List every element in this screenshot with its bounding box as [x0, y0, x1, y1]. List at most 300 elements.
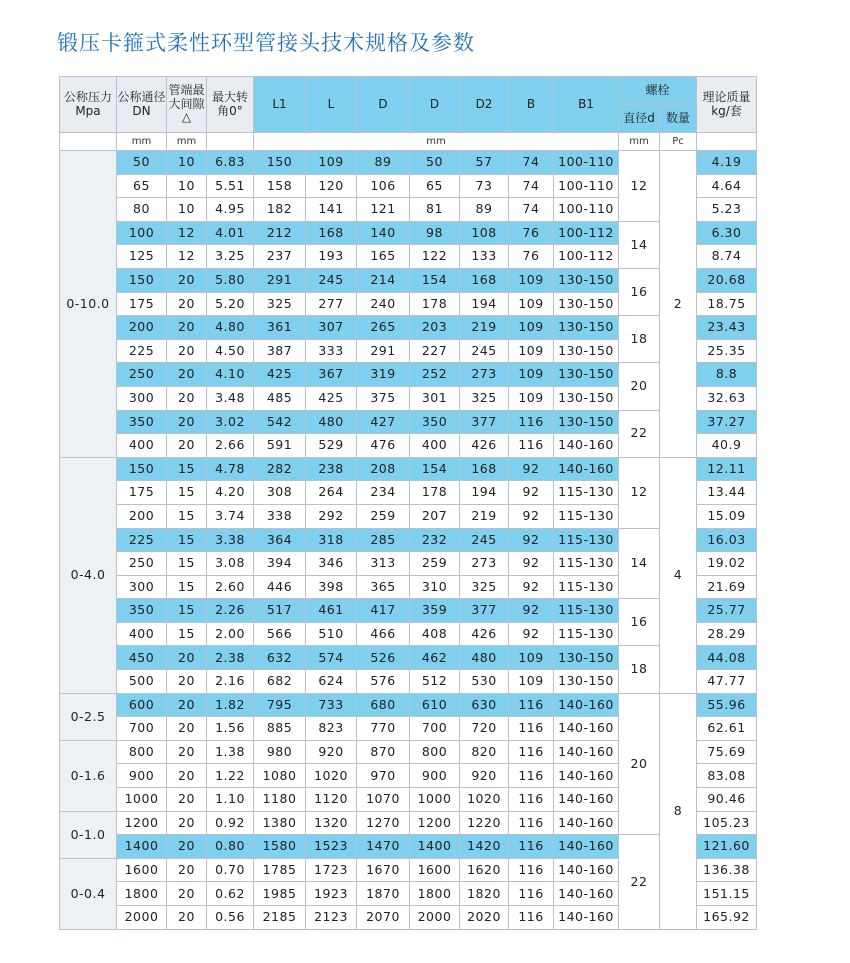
cell-l1: 425 — [254, 363, 306, 387]
cell-angle: 4.10 — [207, 363, 254, 387]
cell-b: 116 — [509, 882, 554, 906]
cell-d: 252 — [410, 363, 460, 387]
cell-gap: 20 — [167, 717, 207, 741]
cell-b: 109 — [509, 386, 554, 410]
cell-d: 970 — [357, 764, 410, 788]
cell-l: 277 — [306, 292, 357, 316]
cell-l: 1120 — [306, 788, 357, 812]
cell-gap: 20 — [167, 835, 207, 859]
cell-dn: 450 — [117, 646, 167, 670]
bolt-diameter-cell: 14 — [619, 528, 660, 599]
cell-gap: 15 — [167, 504, 207, 528]
cell-gap: 10 — [167, 198, 207, 222]
cell-d: 165 — [357, 245, 410, 269]
cell-l1: 150 — [254, 151, 306, 175]
cell-l1: 237 — [254, 245, 306, 269]
cell-dn: 1400 — [117, 835, 167, 859]
cell-b1: 130-150 — [554, 268, 619, 292]
cell-angle: 5.80 — [207, 268, 254, 292]
header-b: B — [509, 77, 554, 133]
cell-l1: 394 — [254, 552, 306, 576]
cell-d: 427 — [357, 410, 410, 434]
cell-b: 109 — [509, 339, 554, 363]
cell-l1: 885 — [254, 717, 306, 741]
cell-dn: 50 — [117, 151, 167, 175]
cell-d: 800 — [410, 740, 460, 764]
cell-b: 109 — [509, 646, 554, 670]
bolt-quantity-cell: 8 — [660, 693, 697, 929]
cell-l1: 566 — [254, 622, 306, 646]
cell-d: 259 — [357, 504, 410, 528]
cell-d2: 219 — [460, 504, 509, 528]
cell-b: 116 — [509, 740, 554, 764]
cell-angle: 2.16 — [207, 670, 254, 694]
cell-d: 2000 — [410, 906, 460, 930]
cell-l1: 517 — [254, 599, 306, 623]
cell-d2: 194 — [460, 292, 509, 316]
cell-d: 1270 — [357, 811, 410, 835]
cell-l1: 158 — [254, 174, 306, 198]
bolt-diameter-cell: 12 — [619, 151, 660, 222]
pressure-cell: 0-1.6 — [60, 740, 117, 811]
cell-angle: 4.01 — [207, 221, 254, 245]
table-row — [60, 221, 757, 245]
cell-angle: 1.22 — [207, 764, 254, 788]
cell-l1: 1580 — [254, 835, 306, 859]
pressure-cell: 0-0.4 — [60, 858, 117, 929]
cell-l: 574 — [306, 646, 357, 670]
cell-l1: 485 — [254, 386, 306, 410]
cell-d2: 108 — [460, 221, 509, 245]
cell-b: 92 — [509, 599, 554, 623]
cell-d: 234 — [357, 481, 410, 505]
bolt-quantity-cell: 2 — [660, 151, 697, 458]
bolt-diameter-cell: 22 — [619, 410, 660, 457]
cell-b1: 100-110 — [554, 198, 619, 222]
cell-d: 476 — [357, 434, 410, 458]
header-bolt: 螺栓 — [619, 77, 697, 105]
header-bolt-dia-unit: mm — [619, 133, 660, 151]
cell-b: 109 — [509, 670, 554, 694]
cell-b1: 115-130 — [554, 528, 619, 552]
bolt-quantity-cell: 4 — [660, 457, 697, 693]
bolt-diameter-cell: 18 — [619, 316, 660, 363]
cell-d: 178 — [410, 481, 460, 505]
cell-dn: 250 — [117, 363, 167, 387]
cell-l1: 182 — [254, 198, 306, 222]
cell-l1: 795 — [254, 693, 306, 717]
cell-dn: 300 — [117, 575, 167, 599]
cell-gap: 20 — [167, 693, 207, 717]
cell-d2: 245 — [460, 528, 509, 552]
cell-b1: 100-110 — [554, 151, 619, 175]
cell-dn: 250 — [117, 552, 167, 576]
header-dn-unit: mm — [117, 133, 167, 151]
cell-angle: 2.26 — [207, 599, 254, 623]
pressure-cell: 0-10.0 — [60, 151, 117, 458]
cell-l1: 591 — [254, 434, 306, 458]
cell-gap: 20 — [167, 363, 207, 387]
cell-gap: 15 — [167, 575, 207, 599]
cell-mass: 6.30 — [697, 221, 757, 245]
cell-d: 50 — [410, 151, 460, 175]
cell-b1: 130-150 — [554, 670, 619, 694]
table-row — [60, 835, 757, 859]
cell-gap: 10 — [167, 174, 207, 198]
cell-d: 400 — [410, 434, 460, 458]
header-pressure-unit-cell — [60, 133, 117, 151]
cell-l1: 308 — [254, 481, 306, 505]
cell-mass: 28.29 — [697, 622, 757, 646]
cell-gap: 20 — [167, 670, 207, 694]
cell-l1: 291 — [254, 268, 306, 292]
cell-l1: 1080 — [254, 764, 306, 788]
cell-d: 359 — [410, 599, 460, 623]
header-bolt-qty: 数量 — [660, 105, 697, 133]
cell-mass: 15.09 — [697, 504, 757, 528]
cell-b1: 140-160 — [554, 434, 619, 458]
cell-l1: 1180 — [254, 788, 306, 812]
header-b1: B1 — [554, 77, 619, 133]
cell-d2: 426 — [460, 434, 509, 458]
cell-gap: 15 — [167, 457, 207, 481]
cell-l: 333 — [306, 339, 357, 363]
cell-b: 116 — [509, 906, 554, 930]
cell-b: 74 — [509, 151, 554, 175]
cell-d: 203 — [410, 316, 460, 340]
cell-gap: 12 — [167, 245, 207, 269]
cell-b1: 140-160 — [554, 835, 619, 859]
cell-b: 116 — [509, 693, 554, 717]
cell-d: 154 — [410, 457, 460, 481]
cell-l: 1523 — [306, 835, 357, 859]
cell-d2: 133 — [460, 245, 509, 269]
header-pressure: 公称压力 Mpa — [60, 77, 117, 133]
cell-dn: 800 — [117, 740, 167, 764]
cell-mass: 23.43 — [697, 316, 757, 340]
cell-l1: 682 — [254, 670, 306, 694]
cell-angle: 2.66 — [207, 434, 254, 458]
page-title: 锻压卡箍式柔性环型管接头技术规格及参数 — [57, 31, 475, 55]
cell-mass: 18.75 — [697, 292, 757, 316]
cell-angle: 4.95 — [207, 198, 254, 222]
cell-dn: 1000 — [117, 788, 167, 812]
cell-d: 680 — [357, 693, 410, 717]
cell-mass: 32.63 — [697, 386, 757, 410]
cell-mass: 44.08 — [697, 646, 757, 670]
cell-gap: 20 — [167, 740, 207, 764]
cell-b: 74 — [509, 174, 554, 198]
cell-angle: 3.38 — [207, 528, 254, 552]
cell-b: 109 — [509, 268, 554, 292]
cell-b1: 140-160 — [554, 906, 619, 930]
cell-dn: 1800 — [117, 882, 167, 906]
cell-l1: 338 — [254, 504, 306, 528]
cell-mass: 90.46 — [697, 788, 757, 812]
cell-mass: 62.61 — [697, 717, 757, 741]
cell-mass: 4.19 — [697, 151, 757, 175]
cell-d2: 219 — [460, 316, 509, 340]
cell-angle: 0.92 — [207, 811, 254, 835]
cell-b1: 130-150 — [554, 316, 619, 340]
cell-b1: 100-110 — [554, 174, 619, 198]
cell-gap: 15 — [167, 528, 207, 552]
cell-l1: 446 — [254, 575, 306, 599]
cell-b: 92 — [509, 575, 554, 599]
cell-l: 120 — [306, 174, 357, 198]
cell-d2: 325 — [460, 575, 509, 599]
cell-dn: 400 — [117, 622, 167, 646]
cell-l: 461 — [306, 599, 357, 623]
cell-mass: 8.74 — [697, 245, 757, 269]
header-mass-unit — [697, 133, 757, 151]
table-row — [60, 646, 757, 670]
cell-gap: 20 — [167, 339, 207, 363]
cell-dn: 700 — [117, 717, 167, 741]
cell-dn: 175 — [117, 292, 167, 316]
cell-d: 466 — [357, 622, 410, 646]
cell-angle: 6.83 — [207, 151, 254, 175]
bolt-diameter-cell: 18 — [619, 646, 660, 693]
cell-d: 417 — [357, 599, 410, 623]
cell-l1: 1785 — [254, 858, 306, 882]
pressure-cell: 0-4.0 — [60, 457, 117, 693]
cell-angle: 5.51 — [207, 174, 254, 198]
cell-b: 116 — [509, 858, 554, 882]
cell-b1: 130-150 — [554, 386, 619, 410]
cell-mass: 47.77 — [697, 670, 757, 694]
cell-dn: 150 — [117, 457, 167, 481]
cell-d: 232 — [410, 528, 460, 552]
header-d2: D2 — [460, 77, 509, 133]
cell-angle: 1.56 — [207, 717, 254, 741]
cell-d: 1800 — [410, 882, 460, 906]
bolt-diameter-cell: 16 — [619, 599, 660, 646]
cell-d2: 377 — [460, 410, 509, 434]
cell-gap: 20 — [167, 434, 207, 458]
table-row — [60, 599, 757, 623]
cell-d2: 720 — [460, 717, 509, 741]
cell-angle: 1.38 — [207, 740, 254, 764]
cell-angle: 4.80 — [207, 316, 254, 340]
cell-l1: 980 — [254, 740, 306, 764]
table-row — [60, 528, 757, 552]
cell-l1: 387 — [254, 339, 306, 363]
cell-angle: 0.70 — [207, 858, 254, 882]
cell-angle: 4.50 — [207, 339, 254, 363]
cell-dn: 1600 — [117, 858, 167, 882]
cell-dn: 175 — [117, 481, 167, 505]
cell-l: 529 — [306, 434, 357, 458]
cell-angle: 3.48 — [207, 386, 254, 410]
cell-angle: 2.00 — [207, 622, 254, 646]
cell-b1: 140-160 — [554, 811, 619, 835]
header-d-inner: D — [410, 77, 460, 133]
cell-dn: 65 — [117, 174, 167, 198]
cell-d: 310 — [410, 575, 460, 599]
cell-d2: 273 — [460, 552, 509, 576]
cell-b: 92 — [509, 552, 554, 576]
cell-d2: 1420 — [460, 835, 509, 859]
cell-mass: 5.23 — [697, 198, 757, 222]
cell-l1: 282 — [254, 457, 306, 481]
cell-mass: 37.27 — [697, 410, 757, 434]
table-row — [60, 151, 757, 175]
cell-dn: 225 — [117, 339, 167, 363]
cell-d: 208 — [357, 457, 410, 481]
cell-b: 116 — [509, 788, 554, 812]
pressure-cell: 0-1.0 — [60, 811, 117, 858]
cell-d2: 377 — [460, 599, 509, 623]
cell-mass: 83.08 — [697, 764, 757, 788]
cell-l: 193 — [306, 245, 357, 269]
cell-mass: 25.35 — [697, 339, 757, 363]
cell-gap: 20 — [167, 268, 207, 292]
cell-d: 106 — [357, 174, 410, 198]
cell-d: 770 — [357, 717, 410, 741]
cell-dn: 350 — [117, 599, 167, 623]
cell-l: 238 — [306, 457, 357, 481]
cell-b1: 140-160 — [554, 457, 619, 481]
cell-d: 700 — [410, 717, 460, 741]
cell-d: 1000 — [410, 788, 460, 812]
cell-d2: 73 — [460, 174, 509, 198]
cell-b: 109 — [509, 292, 554, 316]
cell-dn: 200 — [117, 316, 167, 340]
cell-angle: 0.56 — [207, 906, 254, 930]
cell-mass: 8.8 — [697, 363, 757, 387]
cell-mass: 55.96 — [697, 693, 757, 717]
cell-mass: 19.02 — [697, 552, 757, 576]
cell-d: 259 — [410, 552, 460, 576]
table-row — [60, 316, 757, 340]
cell-l1: 212 — [254, 221, 306, 245]
cell-d2: 1820 — [460, 882, 509, 906]
table-row — [60, 457, 757, 481]
cell-b1: 115-130 — [554, 599, 619, 623]
cell-d2: 1620 — [460, 858, 509, 882]
cell-l: 510 — [306, 622, 357, 646]
cell-l: 733 — [306, 693, 357, 717]
cell-angle: 0.80 — [207, 835, 254, 859]
cell-b: 92 — [509, 457, 554, 481]
cell-gap: 12 — [167, 221, 207, 245]
header-angle-unit — [207, 133, 254, 151]
cell-l: 624 — [306, 670, 357, 694]
cell-d: 178 — [410, 292, 460, 316]
cell-mass: 136.38 — [697, 858, 757, 882]
cell-d2: 480 — [460, 646, 509, 670]
header-gap: 管端最大间隙△ — [167, 77, 207, 133]
cell-d2: 168 — [460, 268, 509, 292]
cell-b: 92 — [509, 481, 554, 505]
bolt-diameter-cell: 14 — [619, 221, 660, 268]
cell-angle: 3.08 — [207, 552, 254, 576]
cell-l1: 325 — [254, 292, 306, 316]
cell-b1: 100-112 — [554, 221, 619, 245]
cell-dn: 150 — [117, 268, 167, 292]
cell-b1: 140-160 — [554, 693, 619, 717]
cell-d: 154 — [410, 268, 460, 292]
cell-d: 122 — [410, 245, 460, 269]
cell-b: 116 — [509, 811, 554, 835]
cell-b: 76 — [509, 245, 554, 269]
cell-d2: 89 — [460, 198, 509, 222]
cell-b: 116 — [509, 410, 554, 434]
cell-d: 610 — [410, 693, 460, 717]
cell-d2: 57 — [460, 151, 509, 175]
cell-dn: 900 — [117, 764, 167, 788]
cell-b1: 130-150 — [554, 410, 619, 434]
cell-d: 227 — [410, 339, 460, 363]
cell-b: 116 — [509, 835, 554, 859]
cell-b1: 130-150 — [554, 646, 619, 670]
cell-gap: 20 — [167, 292, 207, 316]
cell-b: 116 — [509, 717, 554, 741]
cell-mass: 165.92 — [697, 906, 757, 930]
cell-mass: 4.64 — [697, 174, 757, 198]
cell-l: 292 — [306, 504, 357, 528]
cell-l1: 1380 — [254, 811, 306, 835]
cell-d: 576 — [357, 670, 410, 694]
cell-b1: 130-150 — [554, 339, 619, 363]
cell-b1: 140-160 — [554, 858, 619, 882]
cell-b: 74 — [509, 198, 554, 222]
bolt-diameter-cell: 22 — [619, 835, 660, 929]
cell-gap: 15 — [167, 599, 207, 623]
cell-d2: 2020 — [460, 906, 509, 930]
cell-mass: 16.03 — [697, 528, 757, 552]
cell-l: 346 — [306, 552, 357, 576]
cell-d: 1670 — [357, 858, 410, 882]
cell-angle: 4.78 — [207, 457, 254, 481]
cell-b1: 115-130 — [554, 504, 619, 528]
cell-d2: 194 — [460, 481, 509, 505]
cell-gap: 20 — [167, 858, 207, 882]
cell-l: 920 — [306, 740, 357, 764]
cell-b: 76 — [509, 221, 554, 245]
cell-d: 65 — [410, 174, 460, 198]
cell-dn: 500 — [117, 670, 167, 694]
header-d-outer: D — [357, 77, 410, 133]
cell-dn: 300 — [117, 386, 167, 410]
cell-d: 900 — [410, 764, 460, 788]
cell-b: 109 — [509, 363, 554, 387]
bolt-diameter-cell: 16 — [619, 268, 660, 315]
cell-l1: 632 — [254, 646, 306, 670]
cell-l1: 1985 — [254, 882, 306, 906]
cell-gap: 15 — [167, 481, 207, 505]
header-bolt-qty-unit: Pc — [660, 133, 697, 151]
cell-l: 245 — [306, 268, 357, 292]
cell-d: 207 — [410, 504, 460, 528]
cell-l1: 364 — [254, 528, 306, 552]
cell-d: 240 — [357, 292, 410, 316]
cell-d: 512 — [410, 670, 460, 694]
cell-angle: 2.38 — [207, 646, 254, 670]
bolt-diameter-cell: 20 — [619, 363, 660, 410]
cell-b1: 115-130 — [554, 552, 619, 576]
header-gap-unit: mm — [167, 133, 207, 151]
header-dn: 公称通径DN — [117, 77, 167, 133]
cell-b1: 140-160 — [554, 764, 619, 788]
cell-d: 81 — [410, 198, 460, 222]
cell-d: 121 — [357, 198, 410, 222]
cell-d: 291 — [357, 339, 410, 363]
cell-angle: 4.20 — [207, 481, 254, 505]
cell-d2: 426 — [460, 622, 509, 646]
cell-d: 1070 — [357, 788, 410, 812]
